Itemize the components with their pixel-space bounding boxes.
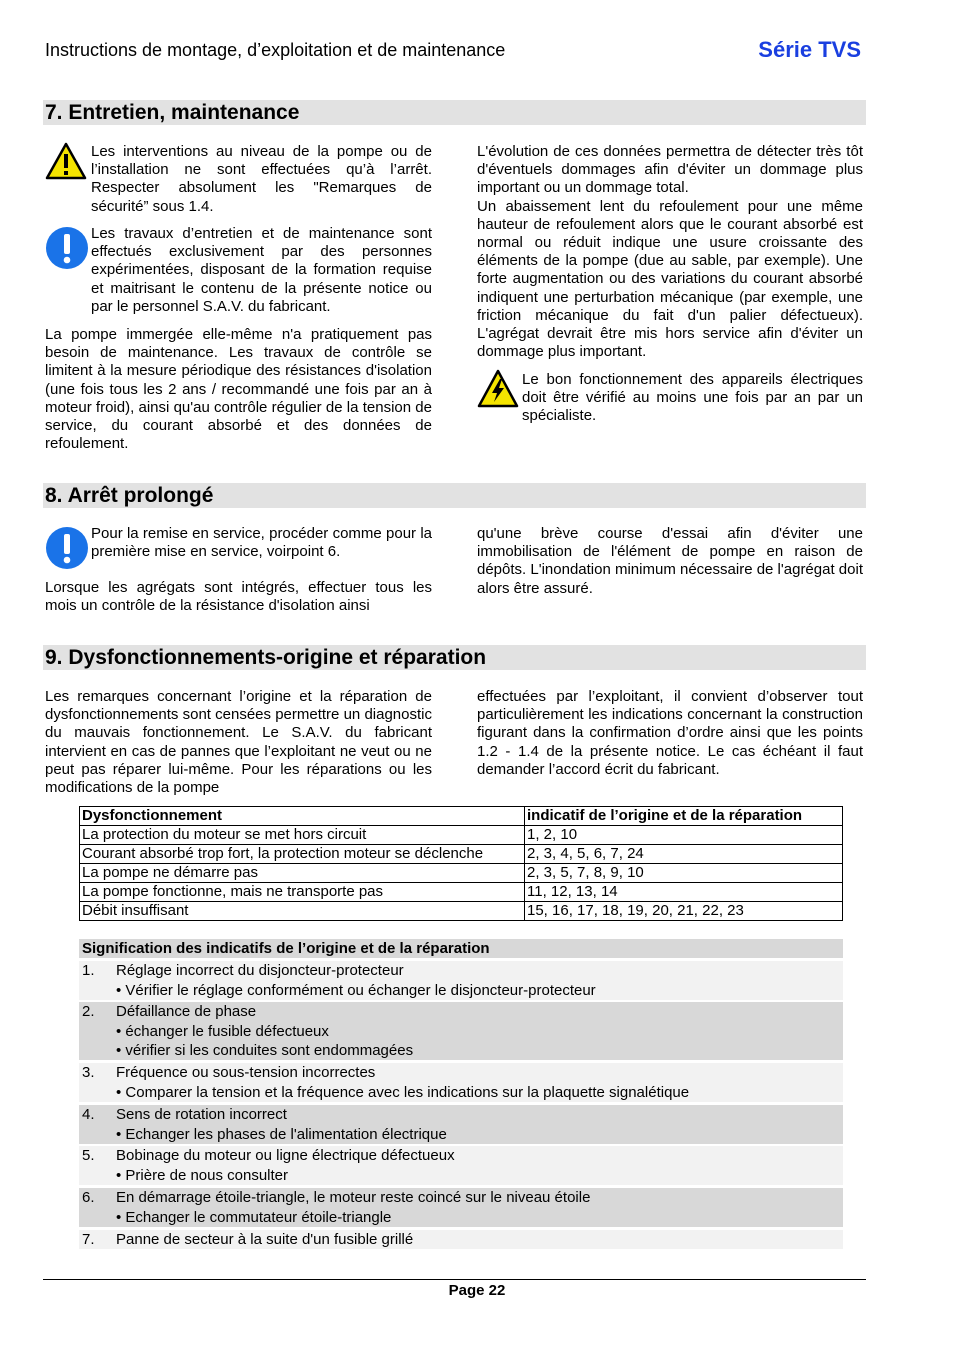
important-note-icon (45, 526, 89, 570)
item-number: 4. (82, 1106, 95, 1123)
restart-note: Pour la remise en service, procéder comme pour la première mise en service, voirpoint 6. (91, 525, 432, 561)
table-header-cell: Dysfonctionnement (80, 807, 525, 826)
flow-reduction-text: Un abaissement lent du refoulement pour une même hauteur de refoulement alors que le courant absorbé est normal ou réduit indique une usure croissante des éléments de la pompe (due au sable, par exemple). Une forte augmentation ou des variations du courant absorbé indiquent une perturbation mécanique (par exemple, une friction mécanique du fait d'un palier défectueux). L'agrégat devrait être mis hors service afin d'éviter un dommage plus important. (477, 197, 863, 361)
troubleshooting-paragraph-2: effectuées par l’exploitant, il convient d’observer tout particulièrement les indications concernant la construction figurant dans la confirmation d’ordre ainsi que les points 1.2 - 1.4 de la présente notice. Le cas échéant il faut demander l’accord écrit du fabricant. (477, 688, 863, 778)
table-cell: 2, 3, 4, 5, 6, 7, 24 (525, 845, 843, 864)
table-header-row (80, 807, 843, 826)
table-header-cell: indicatif de l’origine et de la réparation (525, 807, 843, 826)
item-number: 2. (82, 1003, 95, 1020)
item-number: 1. (82, 962, 95, 979)
item-number: 3. (82, 1064, 95, 1081)
data-evolution-text: L'évolution de ces données permettra de détecter très tôt d'éventuels dommages afin d'éviter un dommage plus important ou un dommage total. (477, 143, 863, 197)
section-9-heading: 9. Dysfonctionnements-origine et réparation (43, 645, 866, 670)
important-note-icon (45, 226, 89, 270)
item-line: Réglage incorrect du disjoncteur-protecteur (116, 962, 404, 979)
table-row (80, 883, 843, 902)
item-line: Sens de rotation incorrect (116, 1106, 287, 1123)
series-title: Série TVS (758, 37, 861, 62)
storage-paragraph-2: qu'une brève course d'essai afin d'éviter une immobilisation de l'élément de pompe en raison de dépôts. L'inondation minimum nécessaire de l'agrégat doit alors être assuré. (477, 525, 863, 597)
table-cell: 11, 12, 13, 14 (525, 883, 843, 902)
item-line: Panne de secteur à la suite d'un fusible grillé (116, 1231, 414, 1248)
table-row (80, 902, 843, 921)
list-item (79, 1105, 843, 1144)
item-line: • Echanger les phases de l'alimentation électrique (116, 1125, 447, 1143)
electrical-check-text: Le bon fonctionnement des appareils électriques doit être vérifié au moins une fois par an par un spécialiste. (522, 371, 863, 425)
footer-divider (43, 1279, 866, 1280)
item-line: • Prière de nous consulter (116, 1166, 289, 1184)
list-item (79, 1188, 843, 1227)
item-line: • Vérifier le réglage conformément ou échanger le disjoncteur-protecteur (116, 981, 596, 999)
table-row (80, 864, 843, 883)
warning-triangle-icon (45, 142, 87, 180)
signification-heading: Signification des indicatifs de l’origine et de la réparation (79, 939, 843, 958)
list-item (79, 1146, 843, 1185)
item-line: Défaillance de phase (116, 1003, 257, 1020)
table-row (80, 845, 843, 864)
list-item (79, 1002, 843, 1060)
table-cell: Débit insuffisant (80, 902, 525, 921)
item-number: 5. (82, 1147, 95, 1164)
electrical-hazard-icon (477, 369, 519, 409)
maintenance-personnel-note: Les travaux d’entretien et de maintenance sont effectués exclusivement par des personnes expérimentées, disposant de la formation requise et maitrisant le contenu de la présente notice ou par le personnel S.A.V. du fabricant. (91, 225, 432, 315)
table-row (80, 826, 843, 845)
item-line: Fréquence ou sous-tension incorrectes (116, 1064, 376, 1081)
faults-table (79, 806, 843, 921)
list-item (79, 1063, 843, 1102)
list-item (79, 961, 843, 1000)
table-cell: 2, 3, 5, 7, 8, 9, 10 (525, 864, 843, 883)
troubleshooting-paragraph-1: Les remarques concernant l’origine et la réparation de dysfonctionnements sont censées permettre un diagnostic du mauvais fonctionnement. Le S.A.V. du fabricant intervient en cas de pannes que l’exploitant ne veut ou ne peut pas réparer lui-même. Pour les réparations ou les modifications de la pompe (45, 688, 432, 797)
maintenance-paragraph: La pompe immergée elle-même n'a pratiquement pas besoin de maintenance. Les travaux de contrôle se limitent à la mesure périodique des résistances d'isolation (une fois tous les 2 ans / recommandé une fois par an à moteur froid), ainsi qu'au contrôle régulier de la tension de service, du courant absorbé et des données de refoulement. (45, 326, 432, 453)
document-header-title: Instructions de montage, d’exploitation et de maintenance (45, 40, 506, 60)
section-8-heading: 8. Arrêt prolongé (43, 483, 866, 508)
table-cell: La pompe ne démarre pas (80, 864, 525, 883)
table-cell: La protection du moteur se met hors circuit (80, 826, 525, 845)
list-item (79, 1230, 843, 1249)
item-line: En démarrage étoile-triangle, le moteur reste coincé sur le niveau étoile (116, 1189, 591, 1206)
item-line: • vérifier si les conduites sont endommagées (116, 1042, 414, 1059)
safety-warning-text: Les interventions au niveau de la pompe ou de l’installation ne sont effectuées qu’à l’arrêt. Respecter absolument les "Remarques de sécurité” sous 1.4. (91, 143, 432, 215)
item-line: • Echanger le commutateur étoile-triangle (116, 1208, 392, 1226)
table-cell: Courant absorbé trop fort, la protection moteur se déclenche (80, 845, 525, 864)
storage-paragraph-1: Lorsque les agrégats sont intégrés, effectuer tous les mois un contrôle de la résistance d'isolation ainsi (45, 579, 432, 615)
item-number: 6. (82, 1189, 95, 1206)
item-line: • Comparer la tension et la fréquence avec les indications sur la plaquette signalétique (116, 1083, 690, 1101)
section-7-heading: 7. Entretien, maintenance (43, 100, 866, 125)
page-number: Page 22 (448, 1282, 506, 1299)
item-line: Bobinage du moteur ou ligne électrique défectueux (116, 1147, 455, 1164)
table-cell: La pompe fonctionne, mais ne transporte pas (80, 883, 525, 902)
table-cell: 1, 2, 10 (525, 826, 843, 845)
item-number: 7. (82, 1231, 95, 1248)
item-line: • échanger le fusible défectueux (116, 1022, 329, 1040)
table-cell: 15, 16, 17, 18, 19, 20, 21, 22, 23 (525, 902, 843, 921)
data-evolution-paragraph (477, 143, 863, 361)
